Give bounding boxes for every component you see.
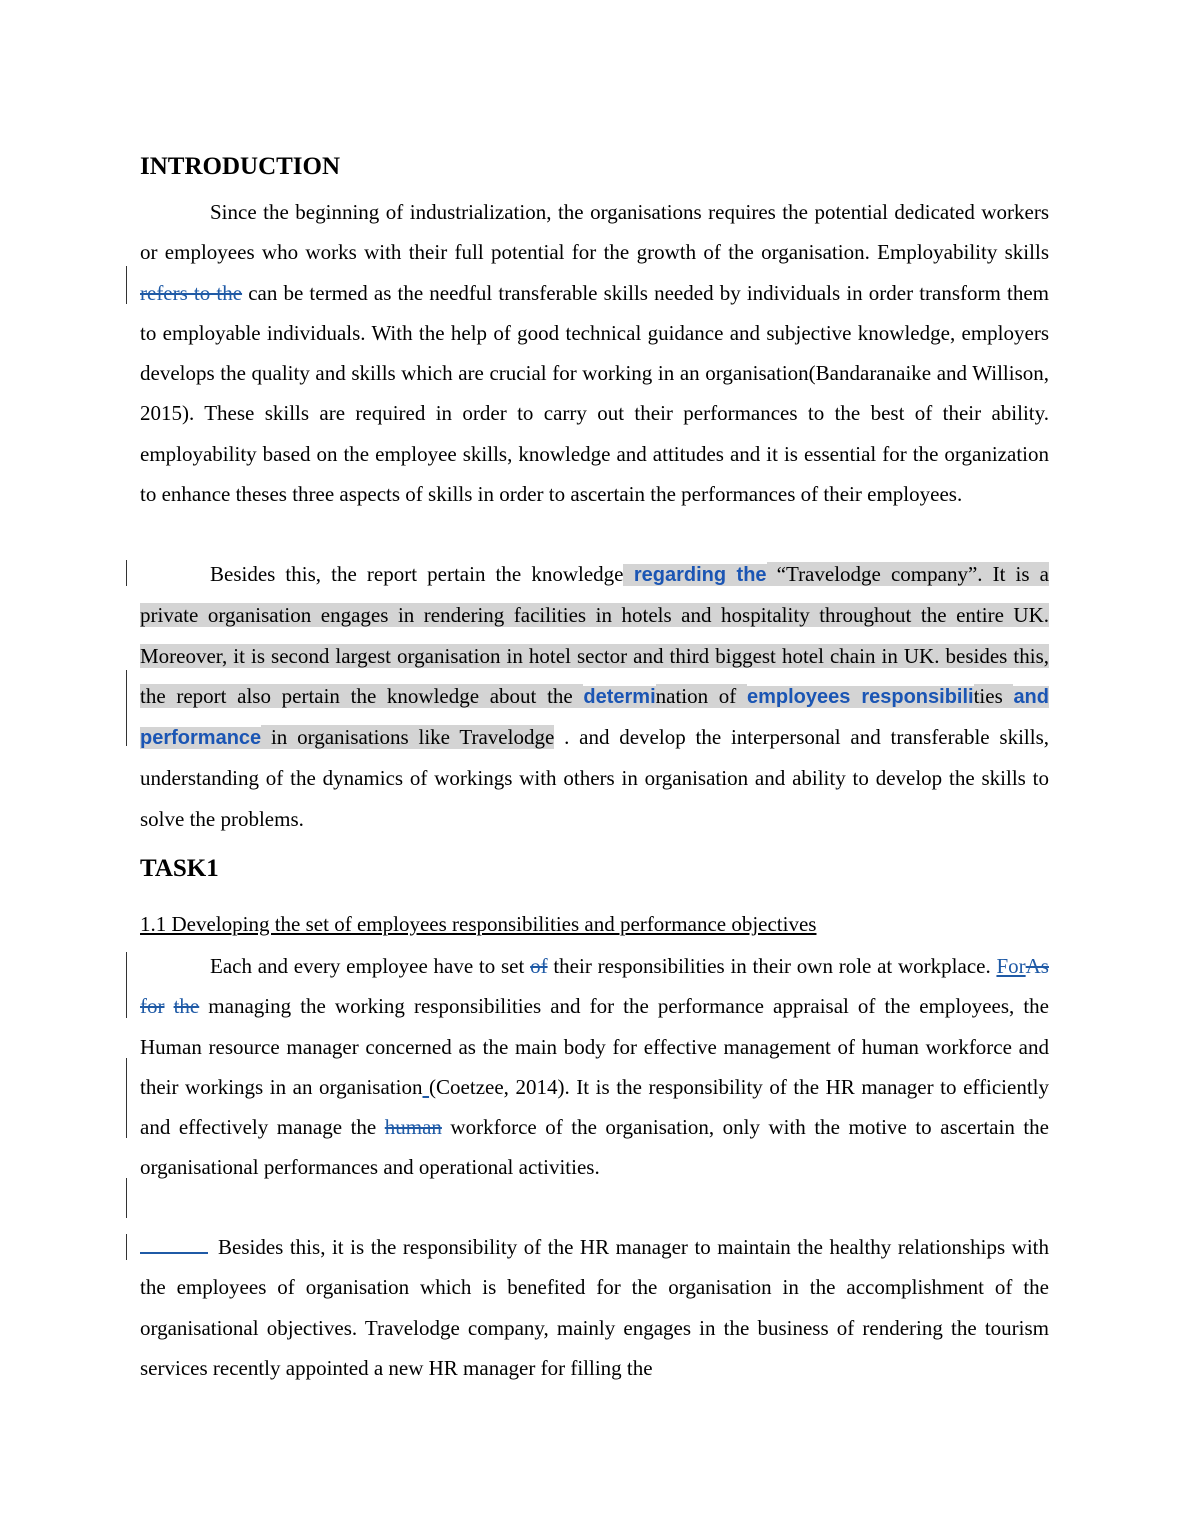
deleted-text: refers to the	[140, 280, 243, 305]
text-run: Each and every employee have to set	[210, 954, 531, 978]
deleted-text: of	[530, 954, 548, 978]
change-bar	[126, 266, 127, 304]
deleted-text: As for	[140, 954, 1049, 1019]
text-run: their responsibilities in their own role at workplace.	[547, 954, 997, 978]
subheading-1-1: 1.1 Developing the set of employees responsibilities and performance objectives	[140, 912, 817, 936]
task1-paragraph-1	[140, 946, 1049, 1188]
highlight-text: “Travelodge company”. It is a private organisation engages in rendering facilities in hotels and hospitality throughout the entire UK. Moreover, it is second largest organisation in hotel sector and third biggest hotel chain in UK. besides this, the report also pertain the knowledge about the	[140, 562, 1049, 708]
change-bar	[126, 560, 127, 586]
highlight-text: ties	[973, 683, 1014, 708]
text-run: (Coetzee, 2014). It is the responsibility of the HR manager to efficiently and effectively manage the	[140, 1074, 1049, 1140]
inserted-text: For	[996, 954, 1026, 978]
inserted-tab-mark	[140, 1234, 208, 1254]
intro-paragraph-2	[140, 554, 1049, 839]
deleted-text: human	[384, 1115, 442, 1140]
text-run: workforce of the organisation, only with the motive to ascertain the organisational performances and operational activities.	[140, 1115, 1049, 1180]
bold-highlight-text: employees responsibili	[746, 685, 974, 708]
bold-highlight-text: regarding the	[623, 564, 767, 586]
highlight-text: in organisations like Travelodge	[261, 725, 555, 750]
heading-task1: TASK1	[140, 855, 219, 882]
text-run: Besides this, the report pertain the knowledge	[210, 562, 624, 586]
text-run: can be termed as the needful transferable skills needed by individuals in order transform them to employable individuals. With the help of good technical guidance and subjective knowledge, employers develops the quality and skills which are crucial for working in an organisation(Bandaranaike and Willison, 2015). These skills are required in order to carry out their performances to the best of their ability. employability based on the employee skills, knowledge and attitudes and it is essential for the organization to enhance theses three aspects of skills in order to ascertain the performances of their employees.	[140, 280, 1049, 507]
intro-paragraph-1	[140, 192, 1049, 514]
deleted-text: the	[173, 994, 200, 1019]
text-run: managing the working responsibilities and for the performance appraisal of the employees, the Human resource manager concerned as the main body for effective management of human workforce and their workings in an organisation	[140, 994, 1049, 1099]
highlight-text: nation of	[655, 683, 747, 708]
change-bar	[126, 952, 127, 1018]
change-bar	[126, 1178, 127, 1218]
text-run: . and develop the interpersonal and transferable skills, understanding of the dynamics of workings with others in organisation and ability to develop the skills to solve the problems.	[140, 725, 1049, 831]
task1-paragraph-2	[140, 1227, 1049, 1388]
change-bar	[126, 1234, 127, 1260]
change-bar	[126, 1058, 127, 1138]
bold-highlight-text: and performance	[140, 685, 1049, 750]
text-run: Since the beginning of industrialization, the organisations requires the potential dedicated workers or employees who works with their full potential for the growth of the organisation. Employability skills	[140, 200, 1049, 265]
text-run	[165, 994, 174, 1018]
bold-highlight-text: determi	[583, 685, 656, 708]
heading-introduction: INTRODUCTION	[140, 153, 341, 180]
text-run: Besides this, it is the responsibility of the HR manager to maintain the healthy relationships with the employees of organisation which is benefited for the organisation in the accomplishment of the organisational objectives. Travelodge company, mainly engages in the business of rendering the tourism services recently appointed a new HR manager for filling the	[140, 1235, 1049, 1380]
change-bar	[126, 670, 127, 746]
